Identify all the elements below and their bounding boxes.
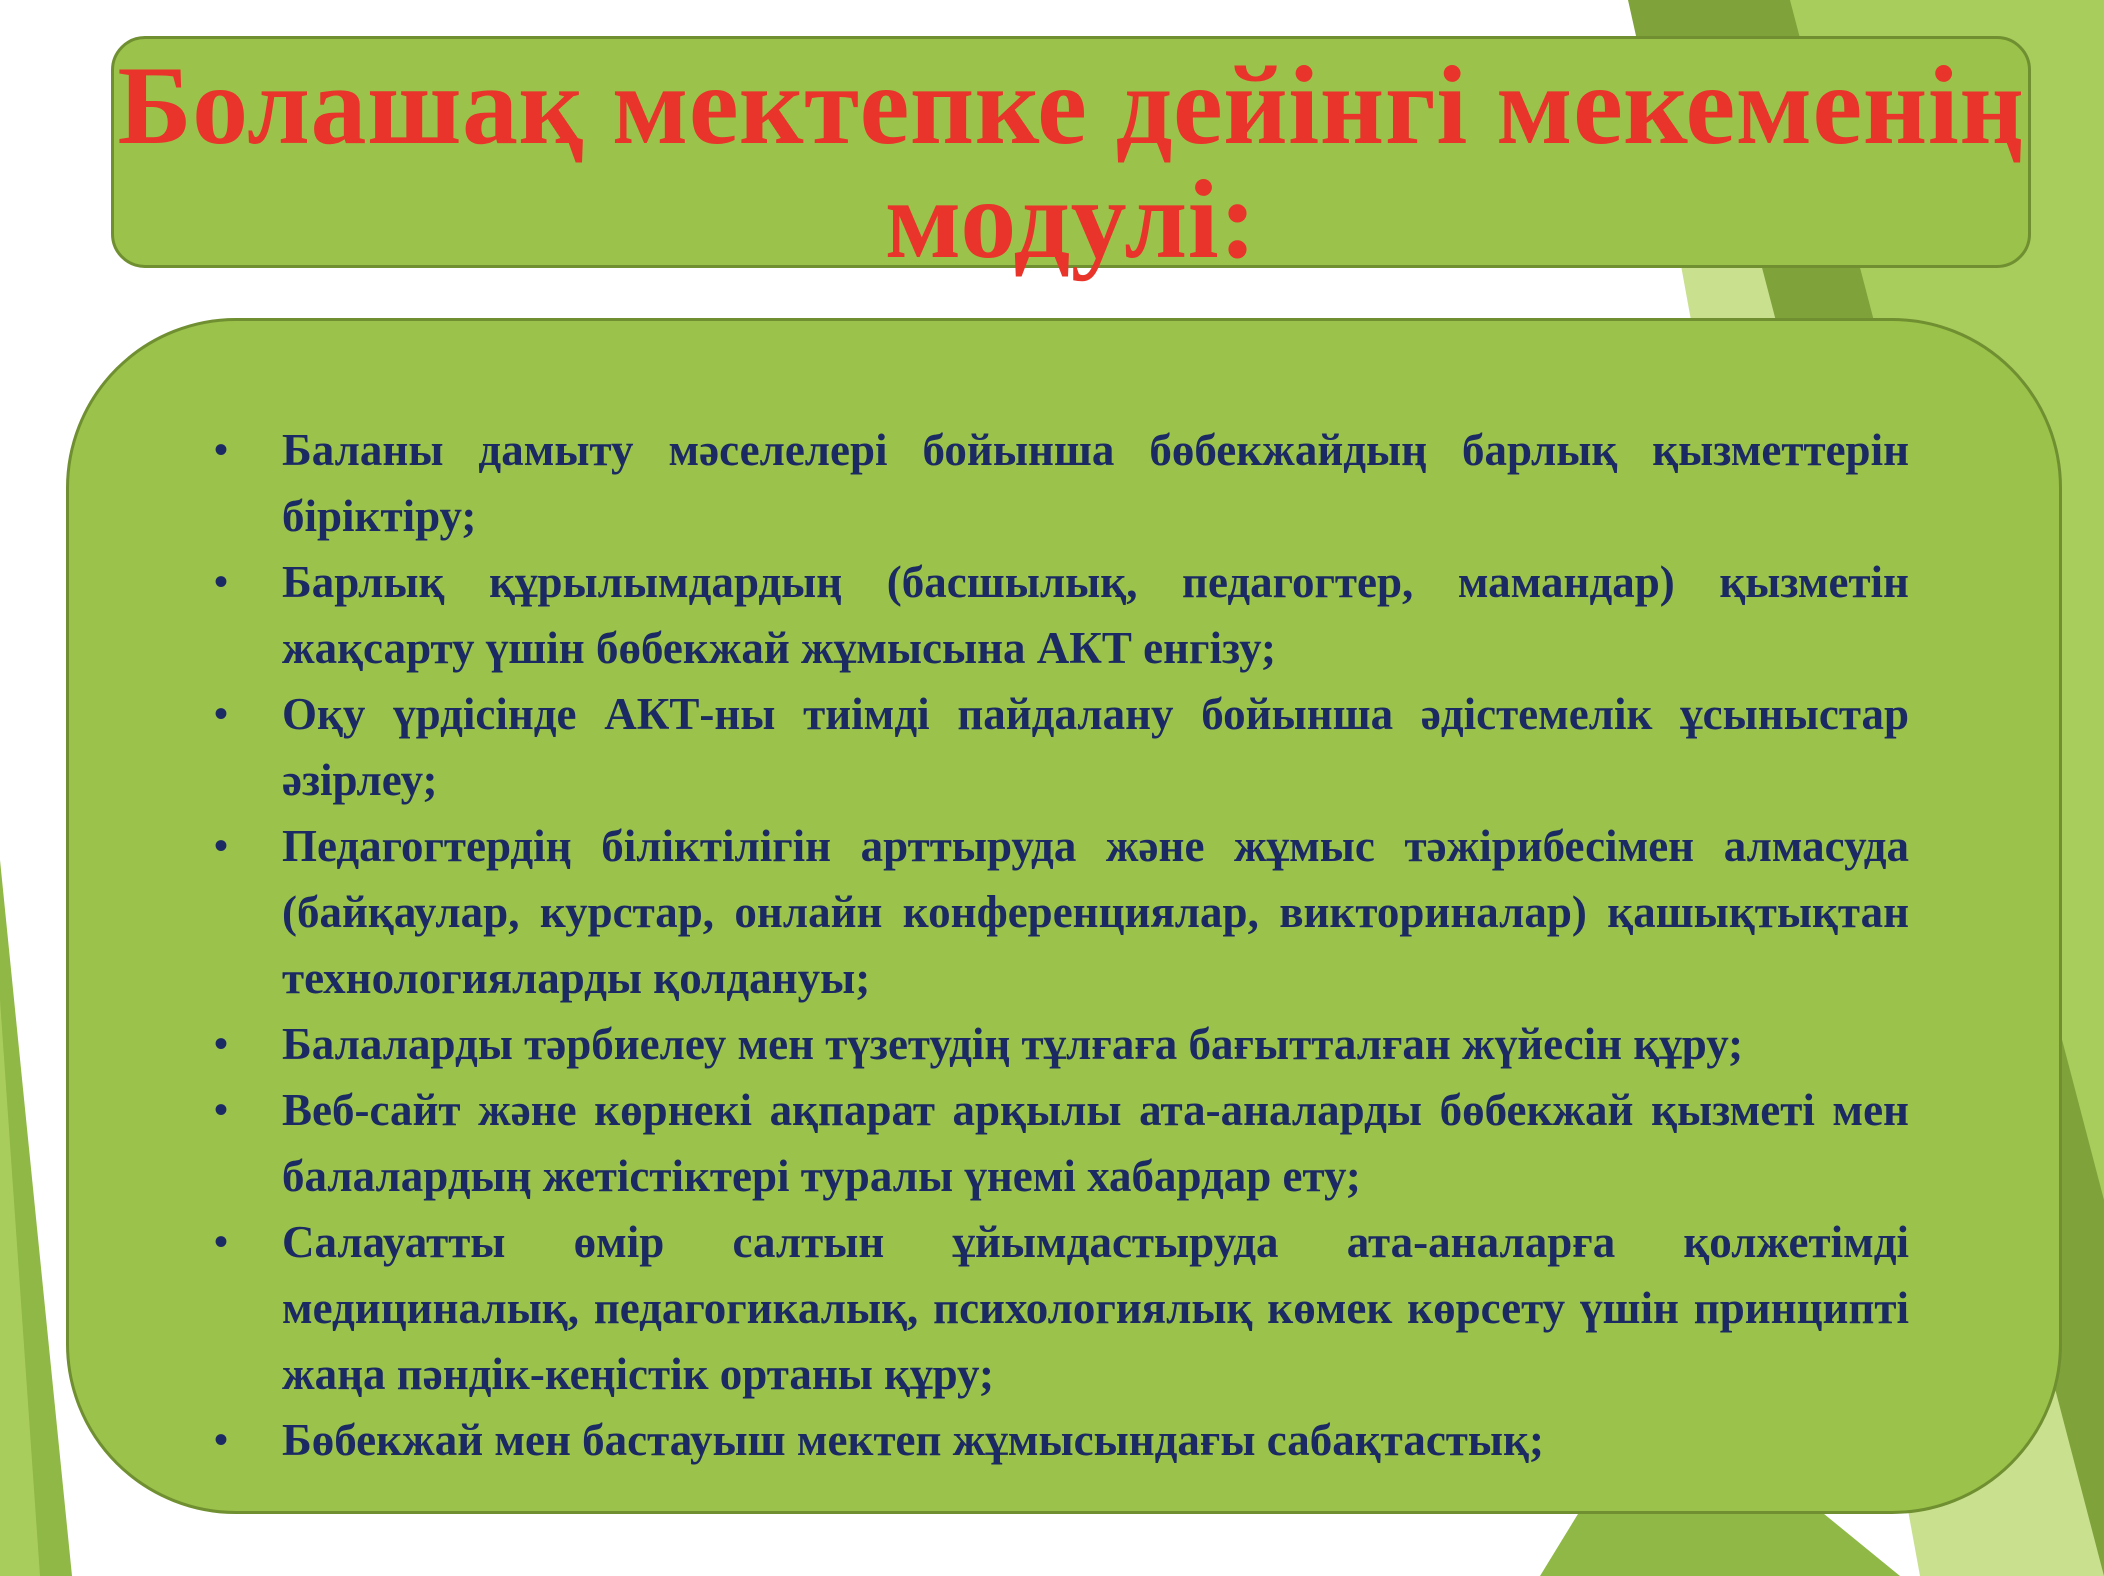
list-item-text: Бөбекжай мен бастауыш мектеп жұмысындағы сабақтастық;: [282, 1415, 1544, 1465]
list-item-text: Веб-сайт және көрнекі ақпарат арқылы ата-аналарды бөбекжай қызметі мен балалардың жетістіктері туралы үнемі хабардар ету;: [282, 1085, 1909, 1201]
list-item: [214, 1077, 1909, 1209]
bullet-list: [214, 417, 1909, 1473]
content-box: [66, 318, 2062, 1514]
list-item-text: Оқу үрдісінде АКТ-ны тиімді пайдалану бойынша әдістемелік ұсыныстар әзірлеу;: [282, 689, 1909, 805]
title-box: [111, 36, 2031, 282]
list-item: [214, 1011, 1909, 1077]
bullet-icon: •: [214, 559, 229, 604]
bullet-icon: •: [214, 1417, 229, 1462]
bullet-icon: •: [214, 691, 229, 736]
list-item-text: Балаларды тәрбиелеу мен түзетудің тұлғаға бағытталған жүйесін құру;: [282, 1019, 1744, 1069]
bullet-icon: •: [214, 1087, 229, 1132]
bullet-icon: •: [214, 823, 229, 868]
bullet-icon: •: [214, 1219, 229, 1264]
list-item: [214, 681, 1909, 813]
list-item: [214, 813, 1909, 1011]
list-item: [214, 417, 1909, 549]
list-item-text: Баланы дамыту мәселелері бойынша бөбекжайдың барлық қызметтерін біріктіру;: [282, 425, 1909, 541]
slide-title: Болашақ мектепке дейінгі мекеменің модулі:: [117, 44, 2025, 282]
bullet-icon: •: [214, 1021, 229, 1066]
list-item: [214, 549, 1909, 681]
bullet-icon: •: [214, 427, 229, 472]
list-item-text: Салауатты өмір салтын ұйымдастыруда ата-аналарға қолжетімді медициналық, педагогикалық, психологиялық көмек көрсету үшін принципті жаңа пәндік-кеңістік ортаны құру;: [282, 1217, 1909, 1399]
list-item-text: Барлық құрылымдардың (басшылық, педагогтер, мамандар) қызметін жақсарту үшін бөбекжай жұмысына АКТ енгізу;: [282, 557, 1909, 673]
list-item: [214, 1209, 1909, 1407]
list-item: [214, 1407, 1909, 1473]
list-item-text: Педагогтердің біліктілігін арттыруда және жұмыс тәжірибесімен алмасуда (байқаулар, курстар, онлайн конференциялар, викториналар) қашықтықтан технологияларды қолдануы;: [282, 821, 1909, 1003]
